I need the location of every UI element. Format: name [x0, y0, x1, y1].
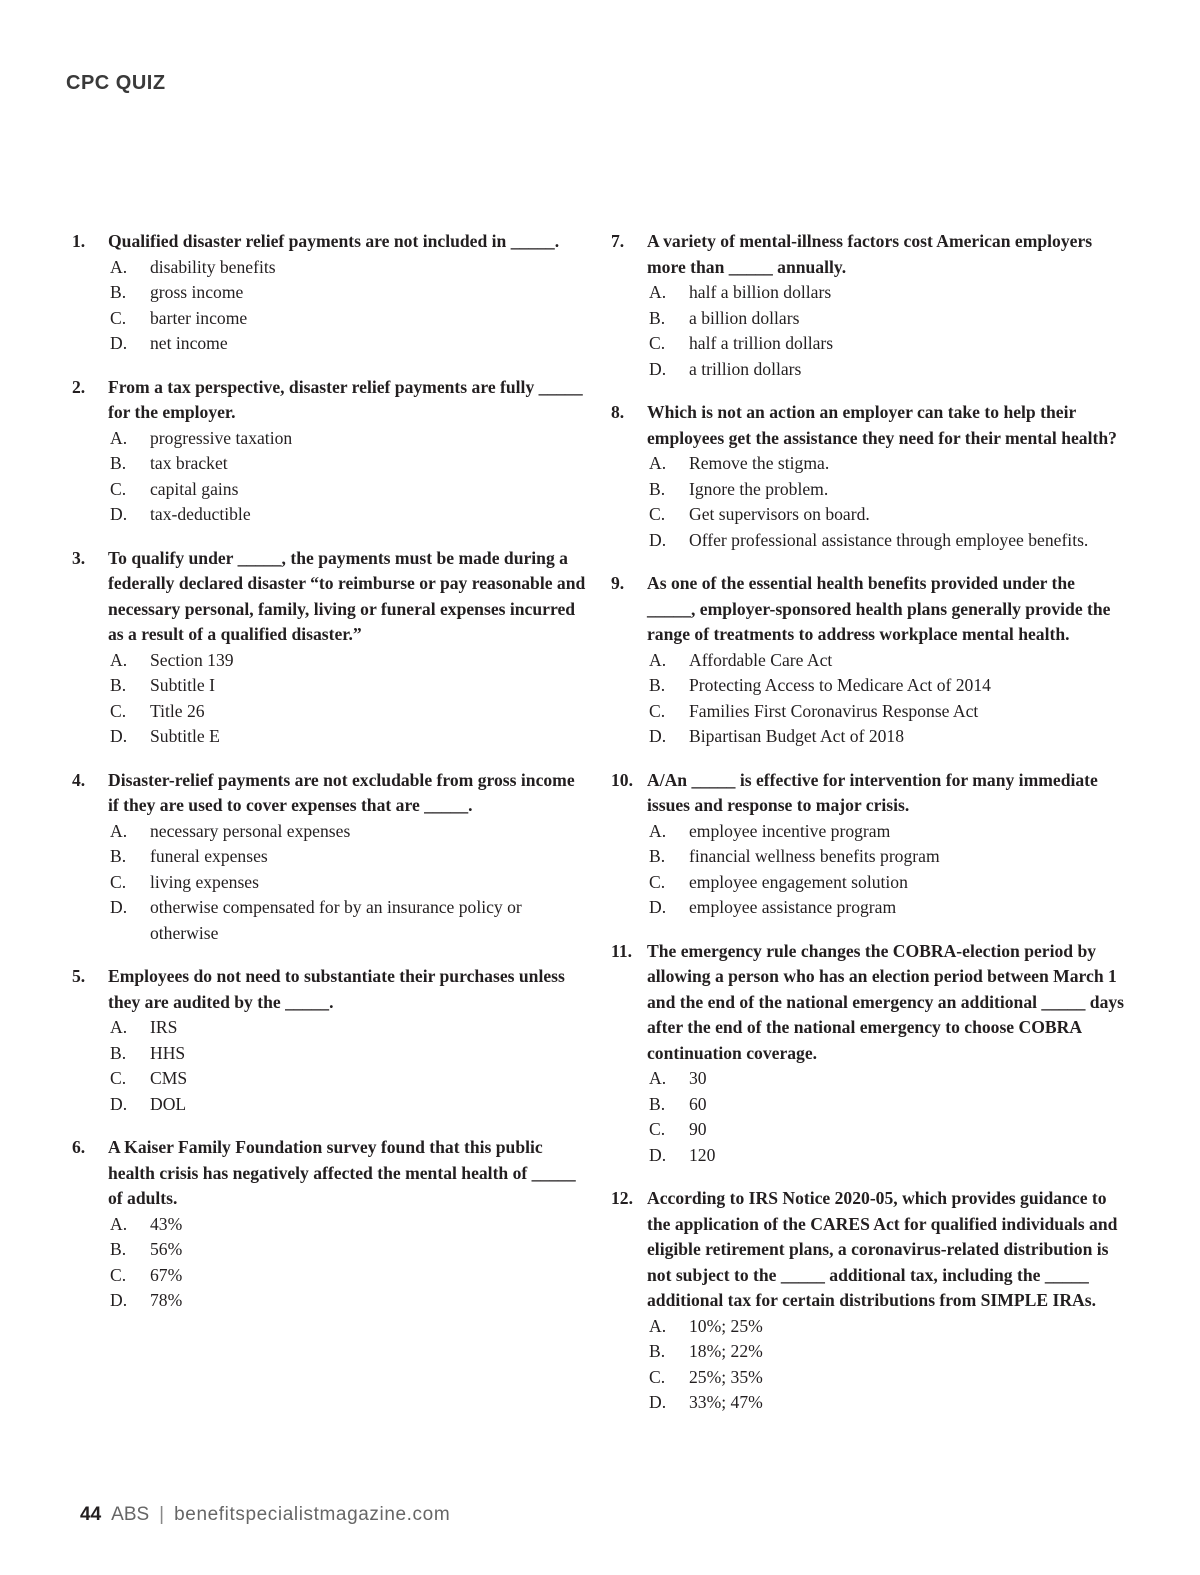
question-text: Disaster-relief payments are not excludable from gross income if they are used to cover expenses that are _____. [108, 769, 575, 815]
quiz-question [72, 375, 587, 528]
answer-options [108, 1015, 587, 1117]
quiz-question [72, 1135, 587, 1314]
option-text: 67% [150, 1264, 183, 1285]
option-text: IRS [150, 1017, 178, 1037]
answer-option [647, 819, 1126, 845]
option-text: financial wellness benefits program [689, 846, 940, 866]
answer-options [108, 648, 587, 750]
answer-option [108, 502, 587, 528]
answer-option [647, 331, 1126, 357]
answer-option [647, 1092, 1126, 1118]
answer-option [108, 280, 587, 306]
answer-options [108, 255, 587, 357]
option-text: HHS [150, 1042, 186, 1063]
option-letter: C. [110, 871, 127, 892]
option-text: barter income [150, 307, 248, 328]
answer-option [647, 1314, 1126, 1340]
option-letter: A. [649, 282, 667, 302]
option-text: Subtitle I [150, 675, 215, 695]
option-text: Protecting Access to Medicare Act of 2014 [689, 675, 991, 695]
answer-option [108, 673, 587, 699]
quiz-question [611, 1186, 1126, 1416]
option-letter: A. [110, 1213, 128, 1234]
answer-option [108, 648, 587, 674]
answer-option [108, 306, 587, 332]
answer-option [647, 280, 1126, 306]
option-letter: A. [649, 1315, 667, 1336]
publication-name: ABS [111, 1504, 150, 1525]
option-letter: B. [649, 846, 666, 866]
option-letter: C. [649, 1119, 666, 1139]
option-text: gross income [150, 282, 244, 302]
option-letter: C. [110, 478, 127, 499]
answer-option [647, 673, 1126, 699]
answer-option [108, 426, 587, 452]
option-letter: B. [110, 453, 127, 473]
option-text: 56% [150, 1239, 183, 1259]
option-text: Ignore the problem. [689, 478, 829, 499]
option-text: CMS [150, 1068, 188, 1088]
option-text: half a billion dollars [689, 282, 832, 302]
option-letter: B. [110, 282, 127, 302]
option-letter: C. [110, 1264, 127, 1285]
answer-options [647, 1314, 1126, 1416]
option-letter: D. [649, 897, 667, 917]
option-text: a billion dollars [689, 307, 800, 328]
answer-option [647, 477, 1126, 503]
option-text: living expenses [150, 871, 259, 892]
answer-option [108, 1212, 587, 1238]
option-letter: D. [110, 1093, 128, 1114]
option-letter: A. [110, 256, 128, 277]
answer-option [647, 1390, 1126, 1416]
answer-options [108, 819, 587, 947]
answer-option [108, 699, 587, 725]
page-footer [80, 1504, 450, 1526]
option-letter: D. [110, 1290, 128, 1310]
answer-option [108, 1288, 587, 1314]
option-letter: C. [110, 1068, 127, 1088]
option-letter: C. [649, 333, 666, 353]
answer-option [647, 306, 1126, 332]
option-text: a trillion dollars [689, 358, 802, 379]
option-letter: D. [110, 897, 128, 917]
option-text: DOL [150, 1093, 187, 1114]
answer-option [647, 844, 1126, 870]
page-number: 44 [80, 1504, 102, 1525]
option-letter: B. [649, 1341, 666, 1361]
answer-option [108, 451, 587, 477]
answer-option [108, 1237, 587, 1263]
option-text: 120 [689, 1144, 716, 1165]
option-letter: A. [649, 649, 667, 670]
option-letter: B. [110, 1042, 127, 1063]
option-letter: C. [649, 700, 666, 721]
option-text: funeral expenses [150, 846, 268, 866]
option-letter: B. [110, 1239, 127, 1259]
question-number: 5. [72, 966, 86, 986]
option-text: 78% [150, 1290, 183, 1310]
answer-option [108, 477, 587, 503]
option-letter: C. [110, 307, 127, 328]
quiz-question [611, 571, 1126, 750]
option-letter: C. [110, 700, 127, 721]
question-number: 1. [72, 231, 86, 251]
question-number: 8. [611, 402, 625, 422]
answer-option [647, 357, 1126, 383]
question-number: 10. [611, 769, 633, 790]
answer-option [647, 1143, 1126, 1169]
answer-option [108, 1041, 587, 1067]
option-letter: D. [110, 726, 128, 746]
option-letter: B. [649, 1093, 666, 1114]
questions-column-left [72, 229, 587, 1332]
option-text: necessary personal expenses [150, 820, 351, 841]
option-text: Bipartisan Budget Act of 2018 [689, 726, 905, 746]
option-letter: B. [110, 846, 127, 866]
option-text: Get supervisors on board. [689, 504, 870, 524]
question-text: A Kaiser Family Foundation survey found that this public health crisis has negatively affected the mental health of _____ of adults. [108, 1137, 576, 1208]
option-letter: A. [649, 820, 667, 841]
option-letter: C. [649, 1366, 666, 1387]
answer-option [108, 724, 587, 750]
option-text: disability benefits [150, 256, 276, 277]
option-text: Offer professional assistance through employee benefits. [689, 529, 1089, 550]
question-number: 6. [72, 1137, 86, 1157]
answer-option [108, 1092, 587, 1118]
option-letter: D. [649, 1392, 667, 1412]
answer-options [647, 819, 1126, 921]
option-letter: C. [649, 504, 666, 524]
answer-option [108, 1066, 587, 1092]
option-letter: A. [649, 1068, 667, 1088]
option-text: 30 [689, 1068, 707, 1088]
question-number: 7. [611, 231, 625, 251]
quiz-question [72, 546, 587, 750]
answer-option [647, 699, 1126, 725]
questions-column-right [611, 229, 1126, 1434]
answer-option [108, 870, 587, 896]
option-text: 10%; 25% [689, 1315, 763, 1336]
option-text: Subtitle E [150, 726, 220, 746]
quiz-question [611, 768, 1126, 921]
option-text: 25%; 35% [689, 1366, 763, 1387]
footer-website: benefitspecialistmagazine.com [174, 1504, 451, 1525]
answer-option [647, 648, 1126, 674]
option-text: half a trillion dollars [689, 333, 834, 353]
answer-option [108, 1015, 587, 1041]
option-letter: D. [649, 1144, 667, 1165]
answer-option [647, 528, 1126, 554]
option-text: tax-deductible [150, 504, 251, 524]
option-text: Families First Coronavirus Response Act [689, 700, 979, 721]
answer-option [108, 331, 587, 357]
option-text: 18%; 22% [689, 1341, 763, 1361]
option-text: Section 139 [150, 649, 234, 670]
answer-options [647, 280, 1126, 382]
option-letter: D. [649, 358, 667, 379]
quiz-question [72, 964, 587, 1117]
answer-options [647, 451, 1126, 553]
answer-options [647, 1066, 1126, 1168]
answer-options [108, 426, 587, 528]
option-letter: D. [110, 333, 128, 353]
answer-option [647, 724, 1126, 750]
option-text: employee assistance program [689, 897, 897, 917]
answer-options [108, 1212, 587, 1314]
question-text: From a tax perspective, disaster relief payments are fully _____ for the employer. [108, 376, 583, 422]
option-letter: B. [649, 675, 666, 695]
answer-option [108, 895, 587, 946]
question-text: Qualified disaster relief payments are not included in _____. [108, 231, 560, 251]
question-number: 9. [611, 573, 625, 593]
option-text: Title 26 [150, 700, 205, 721]
option-text: 33%; 47% [689, 1392, 763, 1412]
question-number: 12. [611, 1188, 633, 1208]
answer-options [647, 648, 1126, 750]
question-number: 3. [72, 547, 86, 568]
option-text: 60 [689, 1093, 707, 1114]
answer-option [647, 870, 1126, 896]
option-letter: D. [110, 504, 128, 524]
option-letter: A. [110, 649, 128, 670]
option-letter: A. [110, 1017, 128, 1037]
option-letter: B. [110, 675, 127, 695]
question-number: 2. [72, 376, 86, 397]
question-text: As one of the essential health benefits provided under the _____, employer-sponsored health plans generally provide the range of treatments to address workplace mental health. [647, 573, 1111, 644]
question-text: The emergency rule changes the COBRA-election period by allowing a person who has an election period between March 1 and the end of the national emergency an additional _____ days after the end of the national emergency to choose COBRA continuation coverage. [647, 940, 1125, 1063]
question-text: Employees do not need to substantiate their purchases unless they are audited by the _____. [108, 966, 565, 1012]
question-number: 4. [72, 769, 86, 790]
quiz-question [72, 229, 587, 357]
answer-option [647, 1339, 1126, 1365]
answer-option [108, 844, 587, 870]
answer-option [647, 1117, 1126, 1143]
question-text: To qualify under _____, the payments must be made during a federally declared disaster “to reimburse or pay reasonable and necessary personal, family, living or funeral expenses incurred as a result of a qualified disaster.” [108, 547, 586, 644]
question-number: 11. [611, 940, 633, 961]
question-text: A variety of mental-illness factors cost American employers more than _____ annually. [647, 231, 1093, 277]
option-letter: C. [649, 871, 666, 892]
question-text: A/An _____ is effective for intervention for many immediate issues and response to major crisis. [647, 769, 1098, 815]
question-text: According to IRS Notice 2020-05, which provides guidance to the application of the CARES Act for qualified individuals and eligible retirement plans, a coronavirus-related distribution is not subject to the _____ additional tax, including the _____ additional tax for certain distributions from SIMPLE IRAs. [647, 1188, 1118, 1310]
option-text: Affordable Care Act [689, 649, 833, 670]
option-letter: B. [649, 307, 666, 328]
option-text: employee engagement solution [689, 871, 908, 892]
option-letter: B. [649, 478, 666, 499]
answer-option [108, 255, 587, 281]
footer-separator: | [159, 1504, 165, 1525]
option-text: otherwise compensated for by an insurance policy or otherwise [150, 897, 522, 943]
option-letter: D. [649, 726, 667, 746]
answer-option [647, 1066, 1126, 1092]
answer-option [647, 895, 1126, 921]
page-header-title: CPC QUIZ [66, 72, 166, 94]
option-letter: D. [649, 529, 667, 550]
answer-option [108, 1263, 587, 1289]
quiz-question [611, 229, 1126, 382]
option-text: progressive taxation [150, 427, 293, 448]
question-text: Which is not an action an employer can take to help their employees get the assistance they need for their mental health? [647, 402, 1117, 448]
quiz-question [611, 400, 1126, 553]
option-text: Remove the stigma. [689, 453, 830, 473]
quiz-question [611, 939, 1126, 1169]
answer-option [647, 451, 1126, 477]
option-letter: A. [110, 820, 128, 841]
option-text: 43% [150, 1213, 183, 1234]
option-text: tax bracket [150, 453, 228, 473]
option-text: employee incentive program [689, 820, 891, 841]
option-letter: A. [110, 427, 128, 448]
option-text: net income [150, 333, 228, 353]
option-letter: A. [649, 453, 667, 473]
answer-option [647, 502, 1126, 528]
answer-option [647, 1365, 1126, 1391]
answer-option [108, 819, 587, 845]
option-text: capital gains [150, 478, 239, 499]
quiz-question [72, 768, 587, 947]
option-text: 90 [689, 1119, 707, 1139]
